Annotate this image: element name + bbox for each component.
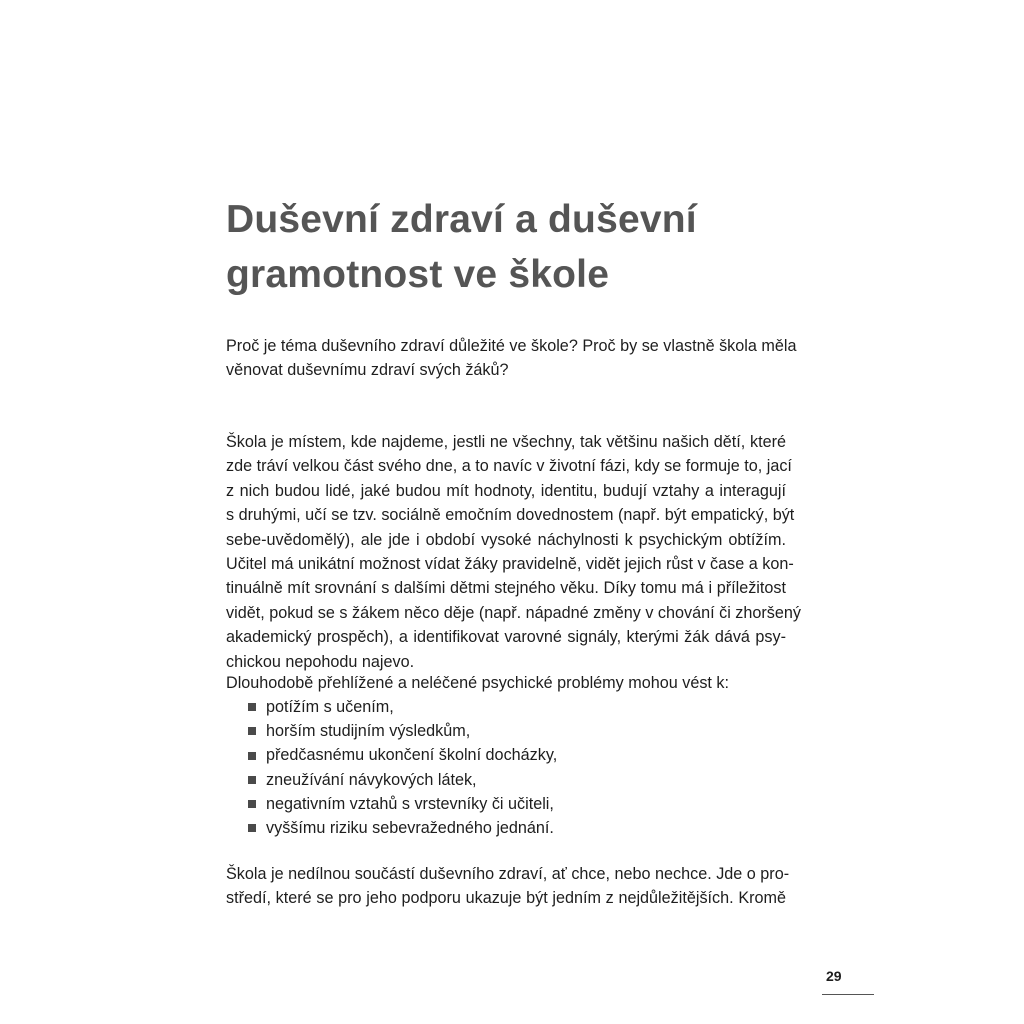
chapter-title-line: Duševní zdraví a duševní [226,198,697,241]
text-line: s druhými, učí se tzv. sociálně emočním dovednostem (např. být empatický, být [226,506,795,525]
chapter-title-line: gramotnost ve škole [226,253,610,296]
list-item [248,768,557,792]
closing-paragraph [226,862,790,911]
text-line: chickou nepohodu najevo. [226,652,415,671]
text-line: Škola je nedílnou součástí duševního zdraví, ať chce, nebo nechce. Jde o pro- [226,865,790,883]
text-line: věnovat duševnímu zdraví svých žáků? [226,361,509,380]
page-number: 29 [826,968,842,984]
text-line: sebe-uvědomělý), ale jde i období vysoké náchylnosti k psychickým obtížím. [226,530,786,549]
square-bullet-icon [248,776,256,784]
text-line: akademický prospěch), a identifikovat varovné signály, kterými žák dává psy- [226,628,786,647]
list-item-text: předčasnému ukončení školní docházky, [266,746,558,765]
list-item-text: horším studijním výsledkům, [266,722,471,741]
chapter-title [226,192,826,302]
intro-paragraph [226,334,797,383]
text-line: zde tráví velkou část svého dne, a to navíc v životní fázi, kdy se formuje to, jací [226,457,792,476]
page-number-rule [822,994,874,995]
list-item [248,792,557,816]
square-bullet-icon [248,800,256,808]
list-item-text: potížím s učením, [266,698,394,716]
text-line: Učitel má unikátní možnost vídat žáky pravidelně, vidět jejich růst v čase a kon- [226,555,794,574]
list-item [248,743,557,767]
list-item-text: zneužívání návykových látek, [266,770,477,789]
text-line: tinuálně mít srovnání s dalšími dětmi stejného věku. Díky tomu má i příležitost [226,579,786,598]
list-item [248,695,557,719]
text-line: Dlouhodobě přehlížené a neléčené psychické problémy mohou vést k: [226,674,730,692]
square-bullet-icon [248,752,256,760]
list-item [248,719,557,743]
text-line: středí, které se pro jeho podporu ukazuje být jedním z nejdůležitějších. Kromě [226,889,786,908]
square-bullet-icon [248,727,256,735]
square-bullet-icon [248,703,256,711]
consequences-list [248,695,557,840]
list-item-text: vyššímu riziku sebevražedného jednání. [266,819,554,838]
text-line: Proč je téma duševního zdraví důležité ve škole? Proč by se vlastně škola měla [226,337,797,355]
school-paragraph [226,430,801,674]
square-bullet-icon [248,824,256,832]
list-item [248,816,557,840]
text-line: vidět, pokud se s žákem něco děje (např. nápadné změny v chování či zhoršený [226,603,801,622]
problems-lead-paragraph [226,671,786,695]
text-line: Škola je místem, kde najdeme, jestli ne všechny, tak většinu našich dětí, které [226,433,786,451]
text-line: z nich budou lidé, jaké budou mít hodnoty, identitu, budují vztahy a interagují [226,481,786,500]
list-item-text: negativním vztahů s vrstevníky či učiteli, [266,794,554,813]
